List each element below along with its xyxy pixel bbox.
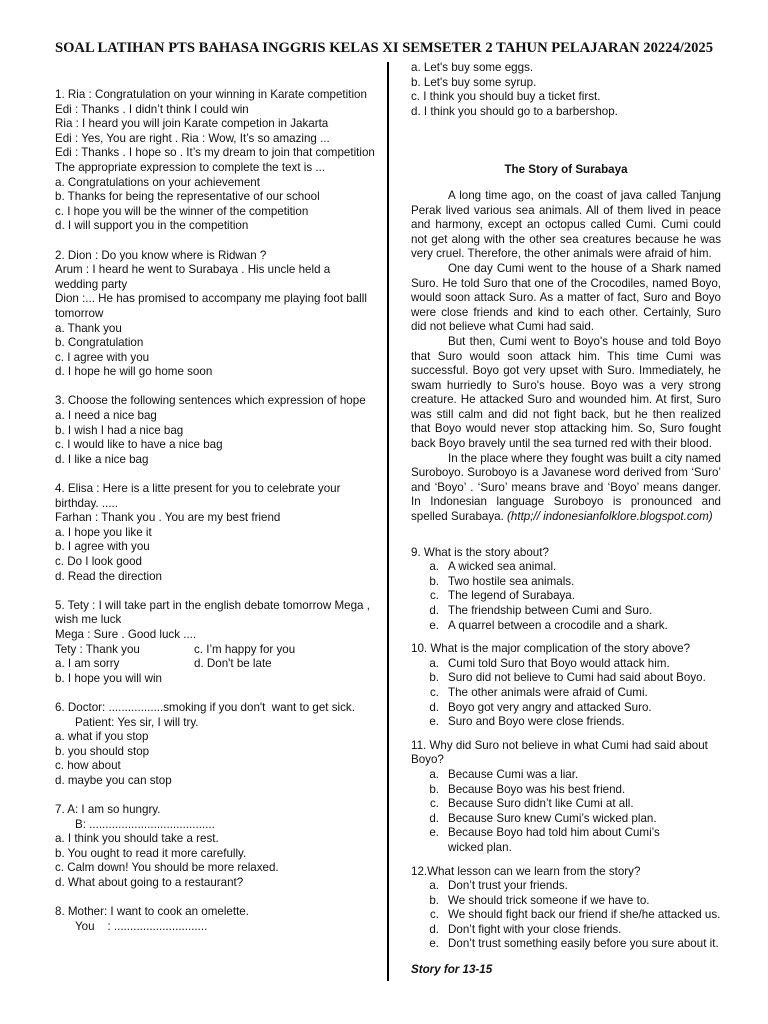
option-line: b. Thanks for being the representative of our school <box>55 190 320 204</box>
option-text: Two hostile sea animals. <box>448 574 575 588</box>
option-cell: c. I’m happy for you <box>194 642 296 656</box>
option-cell: a. I am sorry <box>55 657 120 671</box>
option-letter: c. <box>429 908 439 922</box>
option-line: a. I need a nice bag <box>55 409 157 423</box>
option-item <box>411 768 721 783</box>
option-item <box>411 619 721 634</box>
option-text: The friendship between Cumi and Suro. <box>448 604 653 617</box>
option-line: c. how about <box>55 759 121 773</box>
question-line: Arum : I heard he went to Surabaya . His uncle held a wedding party <box>55 263 334 291</box>
column-divider <box>387 62 389 981</box>
option-letter: b. <box>429 782 439 796</box>
story-title: The Story of Surabaya <box>504 163 628 177</box>
option-row <box>55 643 375 658</box>
option-letter: b. <box>429 574 439 588</box>
question-line: Farhan : Thank you . You are my best friend <box>55 511 281 525</box>
option-letter: b. <box>429 671 439 685</box>
option-line: c. I think you should buy a ticket first. <box>411 90 601 104</box>
question-line: 4. Elisa : Here is a litte present for you to celebrate your birthday. ..... <box>55 482 344 510</box>
option-line: d. maybe you can stop <box>55 773 172 787</box>
option-line: c. Calm down! You should be more relaxed. <box>55 861 279 875</box>
question-1 <box>55 88 375 234</box>
option-item <box>411 604 721 619</box>
question-line: 6. Doctor: .................smoking if you don't want to get sick. <box>55 700 355 714</box>
option-letter: d. <box>429 811 439 825</box>
option-text: Suro and Boyo were close friends. <box>448 715 625 729</box>
option-list <box>411 657 721 730</box>
option-line: a. Congratulations on your achievement <box>55 175 260 189</box>
option-line: a. I hope you like it <box>55 525 152 539</box>
option-text: Cumi told Suro that Boyo would attack him. <box>448 656 670 670</box>
option-line: d. Read the direction <box>55 569 162 583</box>
option-line: c. I agree with you <box>55 350 150 364</box>
option-letter: a. <box>429 879 439 893</box>
question-line: 8. Mother: I want to cook an omelette. <box>55 905 249 919</box>
question-line: Edi : Yes, You are right . Ria : Wow, It’s so amazing ... <box>55 131 330 145</box>
story-footer: Story for 13-15 <box>411 963 493 977</box>
option-letter: a. <box>429 767 439 781</box>
question-line: Patient: Yes sir, I will try. <box>75 715 199 729</box>
option-line: b. I wish I had a nice bag <box>55 423 184 437</box>
option-text: Because Boyo had told him about Cumi’s wicked plan. <box>448 826 660 854</box>
question-stem: 10. What is the major complication of the story above? <box>411 642 691 656</box>
option-row <box>55 657 375 672</box>
option-item <box>411 701 721 716</box>
option-line: b. I hope you will win <box>55 671 162 685</box>
option-line: d. I hope he will go home soon <box>55 365 213 379</box>
option-line: b. Congratulation <box>55 336 144 350</box>
question-9 <box>411 546 721 634</box>
option-letter: e. <box>429 826 439 840</box>
question-line: Dion :... He has promised to accompany me playing foot balll tomorrow <box>55 292 371 320</box>
question-6 <box>55 701 375 789</box>
option-text: Boyo got very angry and attacked Suro. <box>448 700 652 714</box>
option-item <box>411 686 721 701</box>
option-item <box>411 560 721 575</box>
option-line: b. Let's buy some syrup. <box>411 75 537 89</box>
option-text: Because Suro knew Cumi’s wicked plan. <box>448 811 657 825</box>
option-line: a. I think you should take a rest. <box>55 832 219 846</box>
spacer <box>411 525 721 537</box>
option-line: d. I think you should go to a barbershop. <box>411 104 618 118</box>
option-text: Because Cumi was a liar. <box>448 767 579 781</box>
option-letter: c. <box>429 797 439 811</box>
question-stem: 12.What lesson can we learn from the story? <box>411 864 641 878</box>
option-item <box>411 657 721 672</box>
option-line: a. what if you stop <box>55 730 149 744</box>
story-paragraph-last <box>411 452 721 525</box>
question-stem: 9. What is the story about? <box>411 545 549 559</box>
option-item <box>411 671 721 686</box>
question-line: 1. Ria : Congratulation on your winning in Karate competition <box>55 88 367 101</box>
option-item <box>411 879 721 894</box>
option-list <box>411 879 721 952</box>
option-letter: b. <box>429 893 439 907</box>
story-paragraph: One day Cumi went to the house of a Shark named Suro. He told Suro that one of the Crocodiles, named Boyo, would soon attack Suro. As a matter of fact, Suro and Boyo were close friends and kind to each other. Certainly, Suro did not believe what Cumi had said. <box>411 261 721 334</box>
option-list <box>411 560 721 633</box>
option-letter: e. <box>429 937 439 951</box>
question-line: Edi : Thanks . I hope so . It’s my dream to join that competition <box>55 146 375 160</box>
option-text: A quarrel between a crocodile and a shark. <box>448 618 668 632</box>
question-4 <box>55 482 375 584</box>
story-paragraph-text: In the place where they fought was built a city named Suroboyo. Suroboyo is a Javanese word derived from ‘Suro’ and ‘Boyo’ . ‘Suro’ means brave and ‘Boyo’ means danger. In Indonesian language Suroboyo is pronounced and spelled Surabaya. <box>411 451 721 524</box>
question-11 <box>411 739 721 856</box>
option-line: c. I hope you will be the winner of the competition <box>55 204 309 218</box>
option-line: c. Do I look good <box>55 555 143 568</box>
option-text: Don’t trust something easily before you sure about it. <box>448 937 719 951</box>
option-item <box>411 826 721 855</box>
option-item <box>411 894 721 909</box>
option-item <box>411 937 721 952</box>
option-item <box>411 812 721 827</box>
option-item <box>411 575 721 590</box>
option-item <box>411 797 721 812</box>
question-line: 7. A: I am so hungry. <box>55 803 161 817</box>
option-text: Don’t fight with your close friends. <box>448 922 622 936</box>
question-5 <box>55 599 375 687</box>
option-item <box>411 783 721 798</box>
option-text: Don’t trust your friends. <box>448 879 568 893</box>
question-line: B: ....................................... <box>75 817 215 831</box>
option-letter: a. <box>429 560 439 574</box>
question-line: 2. Dion : Do you know where is Ridwan ? <box>55 248 267 262</box>
option-text: Because Boyo was his best friend. <box>448 782 626 796</box>
story-source: (http;// indonesianfolklore.blogspot.com) <box>507 510 713 524</box>
question-line: Ria : I heard you will join Karate competion in Jakarta <box>55 117 329 131</box>
question-2 <box>55 249 375 380</box>
question-8 <box>55 905 375 934</box>
question-line: Mega : Sure . Good luck .... <box>55 627 197 641</box>
option-line: b. I agree with you <box>55 540 150 554</box>
option-line: a. Thank you <box>55 321 122 335</box>
option-letter: c. <box>429 589 439 603</box>
option-list <box>411 768 721 856</box>
question-line: 3. Choose the following sentences which expression of hope <box>55 394 366 408</box>
option-item <box>411 923 721 938</box>
option-line: d. What about going to a restaurant? <box>55 876 244 890</box>
option-text: We should trick someone if we have to. <box>448 893 650 907</box>
question-line: The appropriate expression to complete the text is ... <box>55 160 326 174</box>
option-line: c. I would like to have a nice bag <box>55 438 223 452</box>
option-cell: Tety : Thank you <box>55 642 140 656</box>
option-item <box>411 589 721 604</box>
question-10 <box>411 642 721 730</box>
question-8-options <box>411 61 721 119</box>
option-letter: d. <box>429 922 439 936</box>
question-line: Edi : Thanks . I didn’t think I could win <box>55 102 249 116</box>
option-letter: e. <box>429 715 439 729</box>
question-3 <box>55 394 375 467</box>
question-line: 5. Tety : I will take part in the english debate tomorrow Mega , wish me luck <box>55 598 374 627</box>
option-item <box>411 908 721 923</box>
option-text: We should fight back our friend if she/he attacked us. <box>448 908 721 922</box>
option-letter: a. <box>429 656 439 670</box>
option-text: A wicked sea animal. <box>448 560 557 574</box>
right-column <box>411 61 721 978</box>
option-line: d. I will support you in the competition <box>55 219 249 233</box>
option-text: The other animals were afraid of Cumi. <box>448 685 648 699</box>
story-text <box>411 189 721 525</box>
question-line: You : ............................. <box>75 919 208 933</box>
option-item <box>411 715 721 730</box>
option-text: The legend of Surabaya. <box>448 589 575 603</box>
option-line: d. I like a nice bag <box>55 452 149 466</box>
story-paragraph: A long time ago, on the coast of java called Tanjung Perak lived various sea animals. All of them lived in peace and harmony, except an octopus called Cumi. Cumi could not get along with the other sea creatures because he was very cruel. Therefore, the other animals were afraid of him. <box>411 188 721 261</box>
option-letter: c. <box>429 685 439 699</box>
option-line: b. you should stop <box>55 744 150 758</box>
story-paragraph: But then, Cumi went to Boyo's house and told Boyo that Suro would soon attack him. This time Cumi was successful. Boyo got very upset with Suro. Immediately, he swam hurriedly to Suro's house. Boyo was a very strong creature. He attacked Suro and wounded him. At first, Suro was still calm and did not fight back, but he then realized that Boyo would never stop attacking him. So, Suro fought back Boyo bravely until the sea turned red with their blood. <box>411 334 721 451</box>
option-line: a. Let's buy some eggs. <box>411 61 534 74</box>
page-title: SOAL LATIHAN PTS BAHASA INGGRIS KELAS XI SEMSETER 2 TAHUN PELAJARAN 20224/2025 <box>54 40 714 56</box>
option-letter: d. <box>429 604 439 617</box>
option-line: b. You ought to read it more carefully. <box>55 846 247 860</box>
question-stem: 11. Why did Suro not believe in what Cumi had said about Boyo? <box>411 738 708 767</box>
question-12 <box>411 865 721 953</box>
option-text: Because Suro didn’t like Cumi at all. <box>448 797 634 811</box>
question-7 <box>55 803 375 891</box>
option-text: Suro did not believe to Cumi had said about Boyo. <box>448 671 706 685</box>
option-letter: e. <box>429 618 439 632</box>
option-cell: d. Don't be late <box>194 657 272 671</box>
option-letter: d. <box>429 700 439 714</box>
left-column <box>55 88 375 949</box>
